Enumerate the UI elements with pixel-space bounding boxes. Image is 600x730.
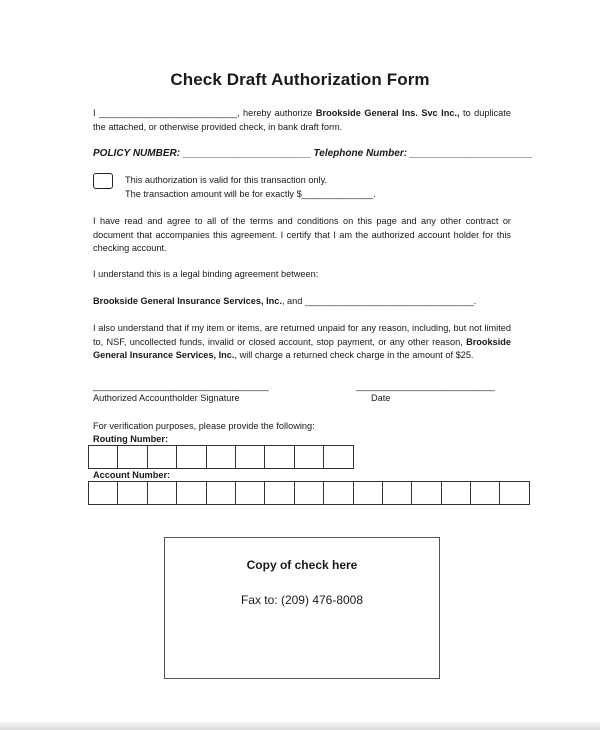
account-digit-cell[interactable] <box>470 481 500 505</box>
account-digit-cell[interactable] <box>147 481 177 505</box>
verification-intro: For verification purposes, please provide the following: <box>93 421 315 431</box>
account-digit-cell[interactable] <box>206 481 236 505</box>
intro-prefix: I <box>93 108 96 118</box>
account-digit-cell[interactable] <box>176 481 206 505</box>
routing-digit-cell[interactable] <box>117 445 147 469</box>
routing-digit-cell[interactable] <box>147 445 177 469</box>
date-line[interactable]: ______________________________ <box>356 381 495 391</box>
routing-number-grid <box>88 445 353 469</box>
account-digit-cell[interactable] <box>264 481 294 505</box>
returned-text-2: , will charge a returned check charge in the amount of $25. <box>234 350 474 360</box>
account-digit-cell[interactable] <box>499 481 529 505</box>
account-digit-cell[interactable] <box>294 481 324 505</box>
routing-digit-cell[interactable] <box>294 445 324 469</box>
agreement-paragraph: I have read and agree to all of the terms and conditions on this page and any other contract or document that accompanies this agreement. I certify that I am the authorized account holder for this checking account. <box>93 216 511 253</box>
parties-line <box>93 295 511 309</box>
returned-company: Brookside General Insurance Services, Inc. <box>93 336 511 360</box>
name-blank[interactable]: ___________________________, <box>99 108 240 118</box>
authorization-checkbox[interactable] <box>93 173 113 189</box>
page-edge <box>0 722 600 730</box>
routing-digit-cell[interactable] <box>235 445 265 469</box>
routing-number-label: Routing Number: <box>93 434 169 444</box>
signature-label: Authorized Accountholder Signature <box>93 393 240 403</box>
returned-check-paragraph <box>93 322 511 363</box>
account-digit-cell[interactable] <box>382 481 412 505</box>
date-label: Date <box>371 393 391 403</box>
account-digit-cell[interactable] <box>235 481 265 505</box>
form-title: Check Draft Authorization Form <box>170 70 430 89</box>
telephone-label: Telephone Number: <box>313 148 408 159</box>
account-number-label: Account Number: <box>93 470 171 480</box>
account-number-grid <box>88 481 529 505</box>
signature-line[interactable]: ______________________________________ <box>93 381 269 391</box>
routing-digit-cell[interactable] <box>323 445 353 469</box>
check-copy-box <box>164 537 440 679</box>
account-digit-cell[interactable] <box>441 481 471 505</box>
telephone-blank[interactable]: ______________________ <box>409 148 533 159</box>
routing-digit-cell[interactable] <box>264 445 294 469</box>
intro-text-1: hereby authorize <box>243 108 313 118</box>
validity-line: This authorization is valid for this transaction only. <box>125 175 328 185</box>
account-digit-cell[interactable] <box>323 481 353 505</box>
routing-digit-cell[interactable] <box>176 445 206 469</box>
intro-company: Brookside General Ins. Svc Inc., <box>315 108 460 118</box>
intro-paragraph <box>93 107 511 134</box>
intro-text-2: to duplicate the attached, or otherwise provided check, in bank draft form. <box>93 108 511 132</box>
policy-number-blank[interactable]: _______________________ <box>182 148 311 159</box>
binding-statement: I understand this is a legal binding agreement between: <box>93 269 319 279</box>
account-digit-cell[interactable] <box>117 481 147 505</box>
parties-and: , and <box>281 296 303 306</box>
policy-number-label: POLICY NUMBER: <box>93 148 181 159</box>
policy-row <box>93 148 532 159</box>
routing-digit-cell[interactable] <box>206 445 236 469</box>
account-digit-cell[interactable] <box>88 481 118 505</box>
routing-digit-cell[interactable] <box>88 445 118 469</box>
parties-company: Brookside General Insurance Services, Inc. <box>93 296 282 306</box>
amount-line: The transaction amount will be for exactly $______________. <box>125 189 376 199</box>
account-digit-cell[interactable] <box>353 481 383 505</box>
account-digit-cell[interactable] <box>411 481 441 505</box>
returned-text-1: I also understand that if my item or items, are returned unpaid for any reason, including, but not limited to, NSF, uncollected funds, invalid or closed account, stop payment, or any other reason, <box>93 323 511 347</box>
check-copy-title: Copy of check here <box>246 558 358 572</box>
party-name-blank[interactable]: _________________________________. <box>304 296 477 306</box>
fax-number: Fax to: (209) 476-8008 <box>240 593 364 607</box>
